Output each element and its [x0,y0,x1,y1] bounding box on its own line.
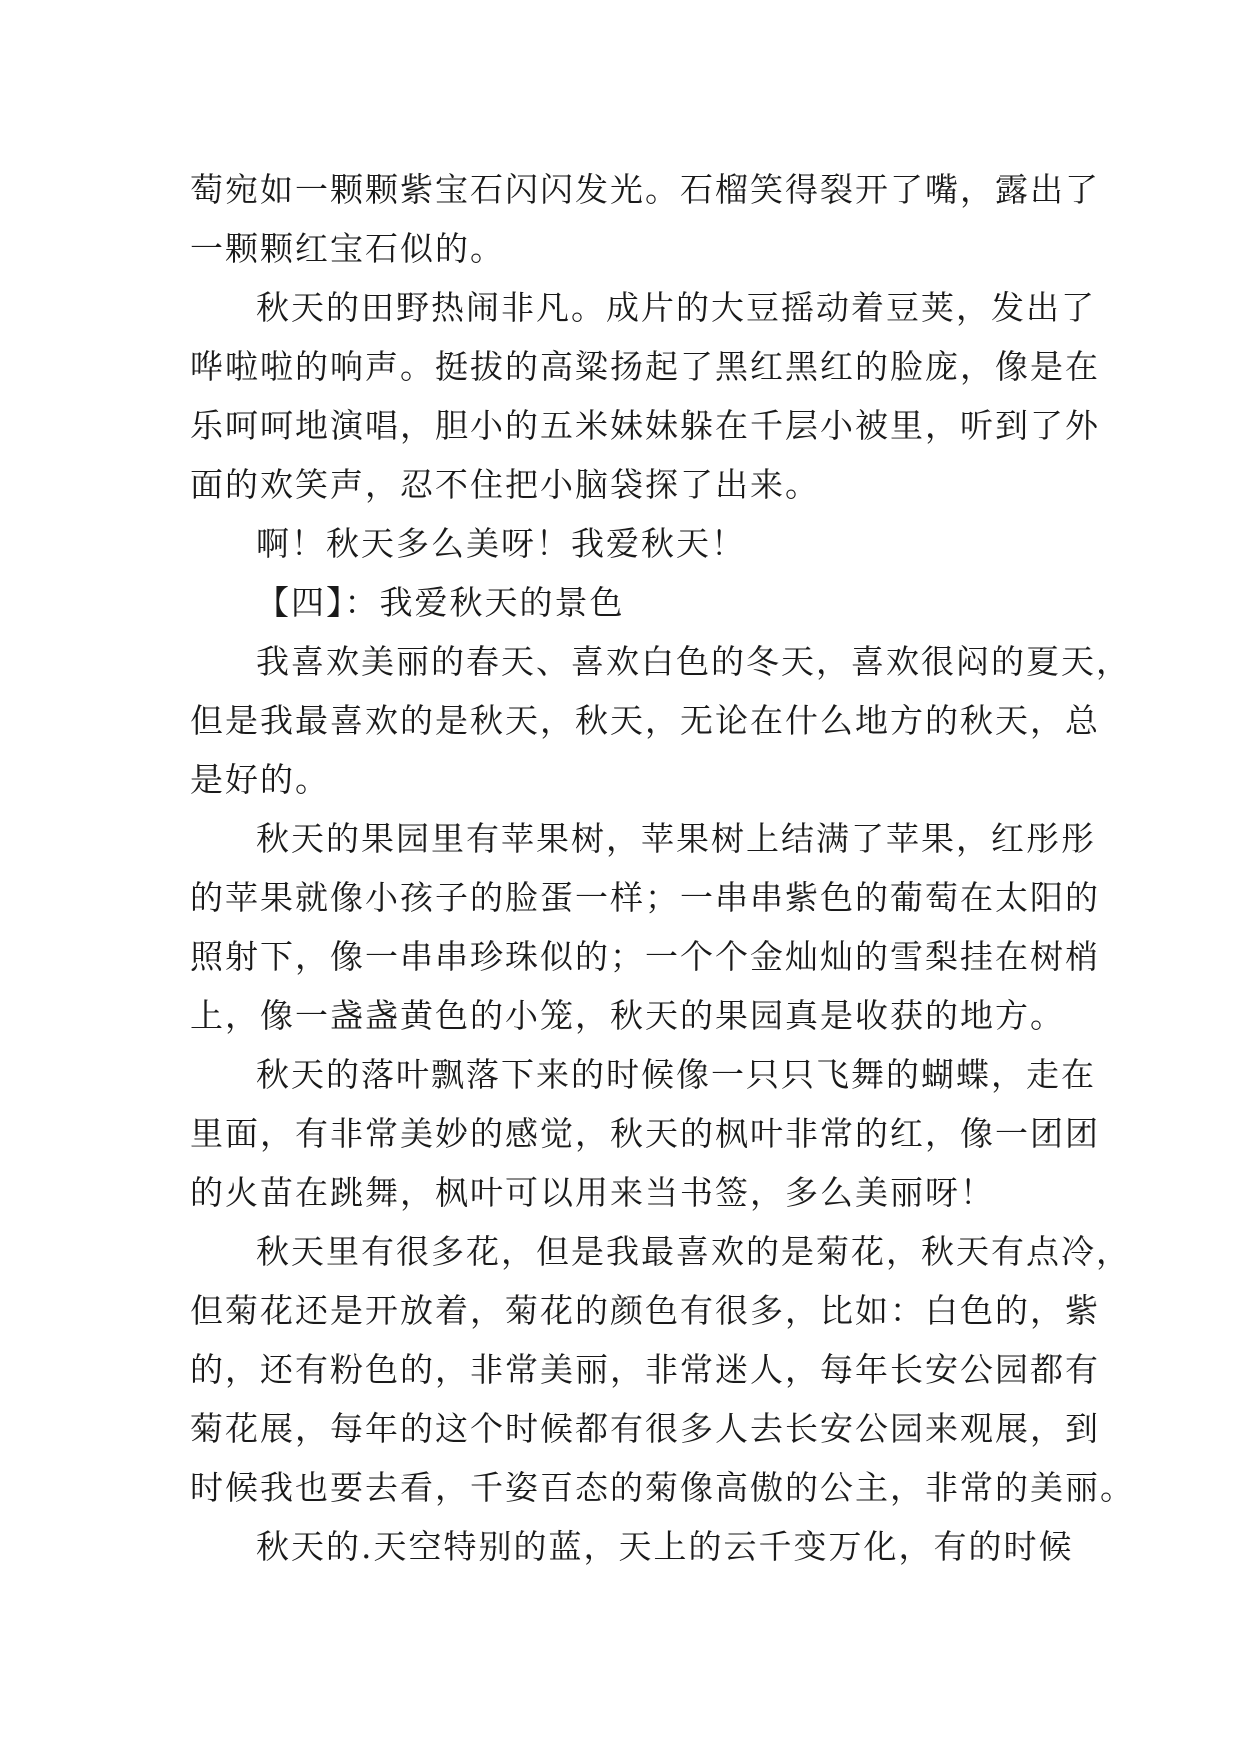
text-line: 但菊花还是开放着，菊花的颜色有很多，比如：白色的，紫 [190,1291,1100,1330]
text-line: 乐呵呵地演唱，胆小的五米妹妹躲在千层小被里，听到了外 [190,406,1100,445]
text-line: 一颗颗红宝石似的。 [190,229,505,268]
paragraph-start-line: 秋天里有很多花，但是我最喜欢的是菊花，秋天有点冷， [256,1232,1131,1271]
essay-text [190,160,1135,1576]
text-line: 哗啦啦的响声。挺拔的高粱扬起了黑红黑红的脸庞，像是在 [190,347,1100,386]
text-line: 的，还有粉色的，非常美丽，非常迷人，每年长安公园都有 [190,1350,1100,1389]
text-line: 是好的。 [190,760,330,799]
text-line: 里面，有非常美妙的感觉，秋天的枫叶非常的红，像一团团 [190,1114,1100,1153]
section-heading: 【四】：我爱秋天的景色 [256,583,625,622]
text-line: 面的欢笑声，忍不住把小脑袋探了出来。 [190,465,820,504]
paragraph-start-line: 秋天的落叶飘落下来的时候像一只只飞舞的蝴蝶，走在 [256,1055,1096,1094]
text-line: 的苹果就像小孩子的脸蛋一样；一串串紫色的葡萄在太阳的 [190,878,1100,917]
text-line: 照射下，像一串串珍珠似的；一个个金灿灿的雪梨挂在树梢 [190,937,1100,976]
text-line: 的火苗在跳舞，枫叶可以用来当书签，多么美丽呀！ [190,1173,995,1212]
text-line: 时候我也要去看，千姿百态的菊像高傲的公主，非常的美丽。 [190,1468,1135,1507]
text-line: 菊花展，每年的这个时候都有很多人去长安公园来观展，到 [190,1409,1100,1448]
paragraph-start-line: 秋天的.天空特别的蓝，天上的云千变万化，有的时候 [256,1527,1074,1566]
text-line: 上，像一盏盏黄色的小笼，秋天的果园真是收获的地方。 [190,996,1065,1035]
text-line: 但是我最喜欢的是秋天，秋天，无论在什么地方的秋天，总 [190,701,1100,740]
paragraph-start-line: 秋天的果园里有苹果树，苹果树上结满了苹果，红彤彤 [256,819,1096,858]
paragraph-start-line: 秋天的田野热闹非凡。成片的大豆摇动着豆荚，发出了 [256,288,1096,327]
text-line: 萄宛如一颗颗紫宝石闪闪发光。石榴笑得裂开了嘴，露出了 [190,170,1100,209]
paragraph-start-line: 啊！秋天多么美呀！我爱秋天！ [256,524,746,563]
paragraph-start-line: 我喜欢美丽的春天、喜欢白色的冬天，喜欢很闷的夏天， [256,642,1131,681]
